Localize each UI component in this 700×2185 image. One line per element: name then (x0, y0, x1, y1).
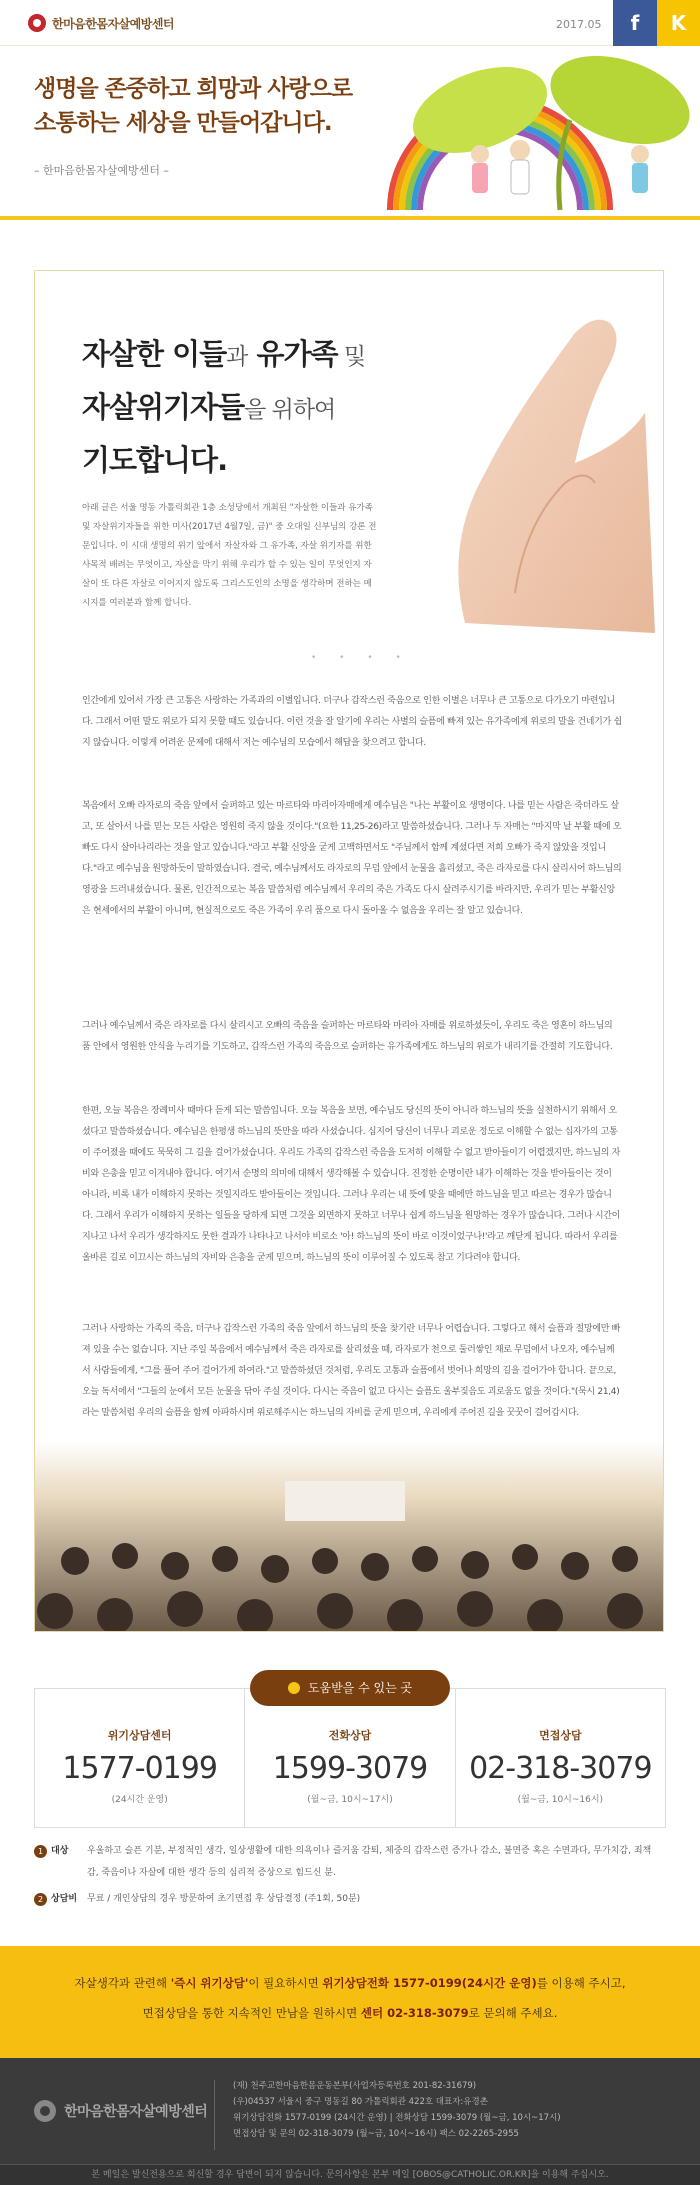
article-paragraph: 복음에서 오빠 라자로의 죽음 앞에서 슬퍼하고 있는 마르타와 마리아자매에게 예수님은 "나는 부활이요 생명이다. 나를 믿는 사람은 죽더라도 살고, 또 살아서 나를 믿는 모든 사람은 영원히 죽지 않을 것이다."(요한 11,25-26)라고 말씀하셨습니다. 그러나 두 자매는 "마지막 날 부활 때에 오빠도 다시 살아나리라는 것을 알고 있습니다."라고 부활 신앙을 굳게 고백하면서도 "주님께서 함께 계셨다면 저희 오빠가 죽지 않았을 것입니다."라고 예수님을 원망하듯이 말하였습니다. 결국, 예수님께서도 라자로의 무덤 앞에서 눈물을 흘리셨고, 죽은 라자로를 다시 살리시어 하느님의 영광을 드러내셨습니다. 물론, 인간적으로는 복음 말씀처럼 예수님께서 우리의 죽은 가족도 다시 살려주시기를 바라지만, 우리가 믿는 부활신앙은 현세에서의 부활이 아니며, 현실적으로도 죽은 가족이 우리 품으로 다시 돌아올 수 없음을 우리는 잘 알고 있습니다. (82, 801, 622, 916)
issue-date: 2017.05 (556, 18, 602, 31)
footer-line: 면접상담 및 문의 02-318-3079 (월~금, 10시~16시) 팩스 02-2265-2955 (233, 2129, 519, 2139)
help-center-name: 위기상담센터 (107, 1729, 172, 1742)
footer-logo[interactable] (34, 2100, 207, 2122)
article-paragraph: 그러나 사랑하는 가족의 죽음, 더구나 갑작스런 가족의 죽음 앞에서 하느님의 뜻을 찾기란 너무나 어렵습니다. 그렇다고 해서 슬픔과 절망에만 빠져 있을 수는 없습니다. 지난 주일 복음에서 예수님께서 죽은 라자로를 살리셨을 때, 라자로가 천으로 둘러쌓인 채로 무덤에서 나오자, 예수님께서 사람들에게, "그를 풀어 주어 걸어가게 하여라."고 말씀하셨던 것처럼, 우리도 고통과 슬픔에서 벗어나 희망의 길을 걸어가야 합니다. 끝으로, 오늘 독서에서 "그들의 눈에서 모든 눈물을 닦아 주실 것이다. 다시는 죽음이 없고 다시는 슬픔도 울부짖음도 괴로움도 없을 것이다."(묵시 21,4)라는 말씀처럼 우리의 슬픔을 함께 아파하시며 위로해주시는 하느님의 자비를 굳게 믿으며, 우리에게 주어진 길을 꿋꿋이 걸어갑시다. (82, 1324, 621, 1418)
target-label: 대상 (51, 1846, 69, 1856)
help-center-in-person (456, 1689, 665, 1827)
crisis-banner (0, 1946, 700, 2058)
hero-illustration (330, 50, 700, 216)
kakao-share-button[interactable]: K (657, 0, 700, 46)
help-center-hours: (24시간 운영) (111, 1795, 168, 1805)
title-part-at-risk: 자살위기자들 (82, 390, 245, 424)
article-card (34, 270, 664, 1632)
help-badge-label: 도움받을 수 있는 곳 (307, 1681, 413, 1695)
crisis-hotline-link[interactable]: 위기상담전화 1577-0199(24시간 운영) (322, 1976, 537, 1990)
title-part-also: 및 (337, 344, 366, 370)
target-number-icon: 1 (34, 1845, 47, 1858)
top-bar (0, 0, 700, 46)
banner-text: 이 필요하시면 (248, 1976, 323, 1990)
help-centers (34, 1688, 666, 1828)
fee-label: 상담비 (51, 1894, 78, 1904)
logo-text: 한마음한몸자살예방센터 (52, 16, 175, 31)
footer-info (233, 2078, 561, 2142)
help-center-phone-counsel (245, 1689, 455, 1827)
hero-header (0, 46, 700, 222)
article-title (82, 329, 365, 485)
hero-subtitle: – 한마음한몸자살예방센터 – (34, 164, 169, 177)
article-paragraph: 인간에게 있어서 가장 큰 고통은 사랑하는 가족과의 이별입니다. 더구나 갑작스런 죽음으로 인한 이별은 너무나 큰 고통으로 다가오기 마련입니다. 그래서 어떤 말도 위로가 되지 못할 때도 있습니다. 이런 것을 잘 알기에 우리는 사별의 슬픔에 빠져 있는 유가족에게 위로의 말을 건네기가 쉽지 않습니다. 이렇게 어려운 문제에 대해서 저는 예수님의 모습에서 해답을 찾으려고 합니다. (82, 696, 622, 748)
banner-emphasis: '즉시 위기상담' (170, 1976, 249, 1990)
help-center-name: 전화상담 (328, 1729, 372, 1742)
help-center-hours: (월~금, 10시~16시) (517, 1795, 604, 1805)
article-paragraph: 그러나 예수님께서 죽은 라자로를 다시 살리시고 오빠의 죽음을 슬퍼하는 마르타와 마리아 자매를 위로하셨듯이, 우리도 죽은 영혼이 하느님의 품 안에서 영원한 안식을 누리기를 기도하고, 갑작스런 가족의 죽음으로 슬퍼하는 유가족에게도 하느님의 위로가 내리기를 간절히 기도합니다. (82, 1021, 613, 1052)
banner-text: 를 이용해 주시고, (536, 1976, 626, 1990)
mass-congregation-photo (35, 1441, 663, 1631)
title-part-and: 과 (226, 344, 248, 370)
title-part-pray: 기도합니다. (82, 443, 228, 477)
hero-title-line1: 생명을 존중하고 희망과 사랑으로 (34, 76, 353, 102)
help-center-hours: (월~금, 10시~17시) (307, 1795, 393, 1805)
center-phone-link[interactable]: 센터 02-318-3079 (360, 2006, 469, 2020)
hero-title-line2: 소통하는 세상을 만들어갑니다. (34, 110, 332, 136)
help-center-crisis (35, 1689, 245, 1827)
footer-line: 위기상담전화 1577-0199 (24시간 운영) | 전화상담 1599-3079 (월~금, 10시~17시) (233, 2113, 561, 2123)
banner-line1 (0, 1968, 700, 1998)
praying-hands-image (425, 293, 655, 633)
article-paragraph: 한편, 오늘 복음은 장례미사 때마다 듣게 되는 말씀입니다. 오늘 복음을 보면, 예수님도 당신의 뜻이 아니라 하느님의 뜻을 실천하시기 위해서 오셨다고 말씀하셨습니다. 예수님은 한평생 하느님의 뜻만을 따라 사셨습니다. 심지어 당신이 너무나 괴로운 정도로 이해할 수 없는 십자가의 고통이 주어졌을 때에도 묵묵히 그 길을 걸어가셨습니다. 우리도 가족의 갑작스런 죽음을 도저히 이해할 수 없고 받아들이기 어렵겠지만, 하느님의 자비와 은총을 믿고 이겨내야 합니다. 여기서 순명의 의미에 대해서 생각해볼 수 있습니다. 진정한 순명이란 내가 이해하는 것을 받아들이는 것이 아니라, 비록 내가 이해하지 못하는 것일지라도 받아들이는 것입니다. 그러나 우리는 내 뜻에 맞을 때에만 하느님을 믿고 따르는 경우가 많습니다. 그래서 우리가 이해하지 못하는 일들을 당하게 되면 그것을 외면하지 못하고 너무나 쉽게 하느님을 원망하는 경우가 많습니다. 그러나 시간이 지나고 나서 우리가 생각하지도 못한 결과가 나타나고 나서야 비로소 '아! 하느님의 뜻이 바로 이것이었구나!'라고 깨닫게 됩니다. 따라서 우리를 올바른 길로 이끄시는 하느님의 자비와 은총을 굳게 믿으며, 하느님의 뜻이 이루어질 수 있도록 참고 기다려야 합니다. (82, 1106, 621, 1263)
footer-line: (우)04537 서울시 중구 명동길 80 가톨릭회관 422호 대표자:유경촌 (233, 2097, 488, 2107)
help-center-phone[interactable]: 1599-3079 (272, 1751, 428, 1786)
center-logo[interactable] (28, 14, 174, 32)
help-fee (34, 1888, 674, 1911)
help-center-phone[interactable]: 02-318-3079 (469, 1751, 652, 1786)
footer-logo-mark-icon (34, 2100, 56, 2122)
banner-text: 로 문의해 주세요. (468, 2006, 558, 2020)
section-separator: • • • • (311, 653, 411, 663)
help-target (34, 1840, 674, 1884)
help-center-phone[interactable]: 1577-0199 (62, 1751, 217, 1786)
title-part-deceased: 자살한 이들 (82, 337, 227, 371)
title-part-family: 유가족 (247, 337, 338, 371)
logo-mark-icon (28, 14, 46, 32)
title-part-for: 을 위하여 (244, 397, 336, 423)
footer (0, 2058, 700, 2185)
help-badge (250, 1670, 450, 1706)
banner-text: 면접상담을 통한 지속적인 만남을 원하시면 (142, 2006, 361, 2020)
fee-text: 무료 / 개인상담의 경우 방문하여 초기면접 후 상담결정 (주1회, 50분) (87, 1894, 361, 1904)
footer-logo-text: 한마음한몸자살예방센터 (64, 2104, 208, 2120)
target-text: 우울하고 슬픈 기분, 부정적인 생각, 일상생활에 대한 의욕이나 즐거움 감퇴, 체중의 갑작스런 증가나 감소, 불면증 혹은 수면과다, 무가치감, 죄책감, 죽음이나 자살에 대한 생각 등의 심리적 증상으로 힘드신 분. (87, 1846, 652, 1878)
footer-line: (재) 천주교한마음한몸운동본부(사업자등록번호 201-82-31679) (233, 2081, 477, 2091)
fee-number-icon: 2 (34, 1893, 47, 1906)
hero-divider (0, 216, 700, 220)
banner-text: 자살생각과 관련해 (74, 1976, 171, 1990)
article-intro: 아래 글은 서울 명동 가톨릭회관 1층 소성당에서 개최된 "자살한 이들과 유가족 및 자살위기자들을 위한 미사(2017년 4월7일, 금)" 중 오대일 신부님의 강론 전문입니다. 이 시대 생명의 위기 앞에서 자살자와 그 유가족, 자살 위기자를 위한 사목적 배려는 무엇이고, 자살을 막기 위해 우리가 할 수 있는 일이 무엇인지 자살이 또 다른 자살로 이어지지 않도록 그리스도인의 소명을 생각하며 전하는 메시지를 여러분과 함께 합니다. (82, 503, 377, 608)
hero-title (34, 72, 352, 140)
footer-divider (214, 2080, 215, 2150)
help-center-name: 면접상담 (539, 1729, 582, 1742)
banner-line2 (0, 1998, 700, 2028)
facebook-share-button[interactable]: f (613, 0, 657, 46)
help-badge-icon (288, 1682, 300, 1694)
footer-notice: 본 메일은 발신전용으로 회신할 경우 답변이 되지 않습니다. 문의사항은 본부 메일 [OBOS@CATHOLIC.OR.KR]을 이용해 주십시오. (0, 2164, 700, 2185)
